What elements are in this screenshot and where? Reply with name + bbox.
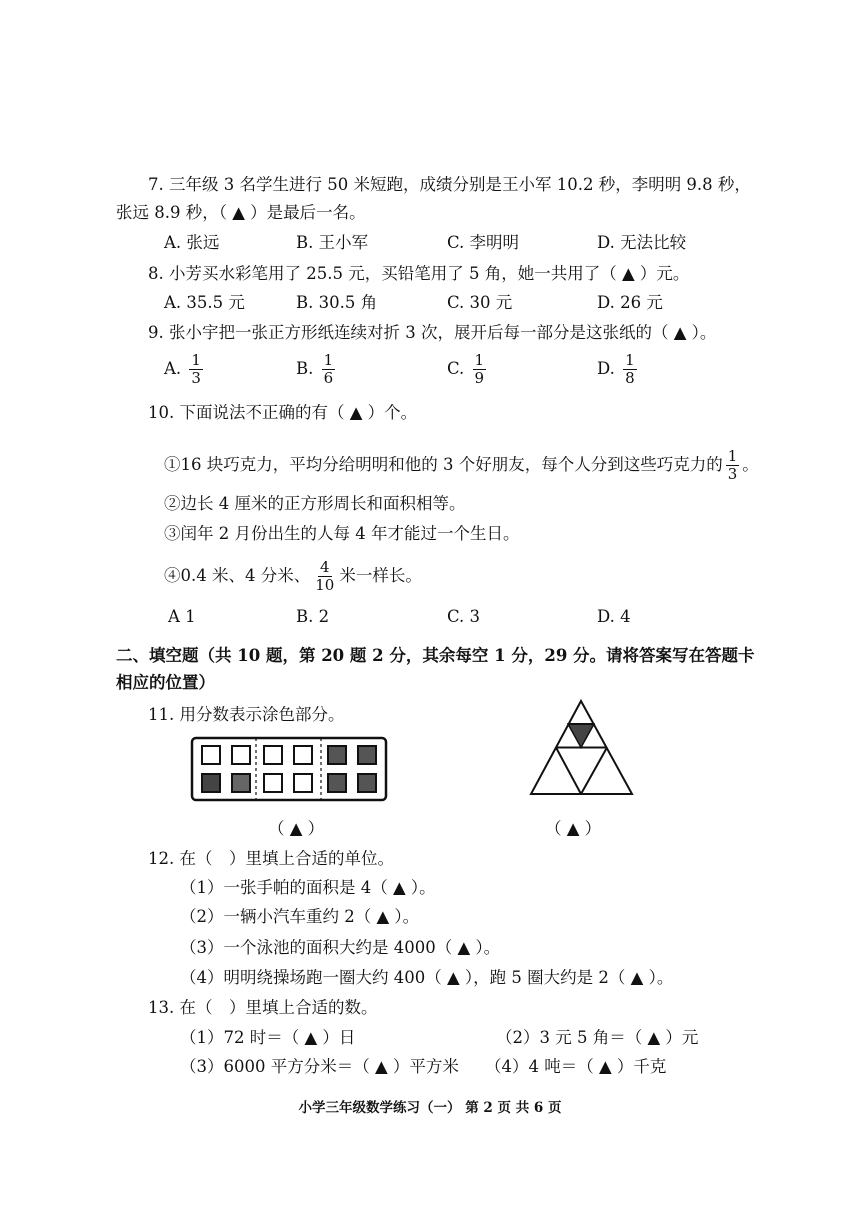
q12-item-4: （4）明明绕操场跑一圈大约 400（ ▲ ），跑 5 圈大约是 2（ ▲ ）。 (180, 968, 674, 987)
q11-answer-left[interactable]: （ ▲ ） (268, 819, 325, 838)
q10-statement-1-fraction: $\frac{1}{3}$ (727, 447, 738, 483)
q8-option-b[interactable]: B. 30.5 角 (296, 293, 378, 312)
q9-option-b-fraction: $\frac{1}{6}$ (323, 351, 334, 387)
q11-text: 11. 用分数表示涂色部分。 (148, 705, 345, 724)
q10-option-d[interactable]: D. 4 (597, 607, 631, 626)
q9-text: 9. 张小宇把一张正方形纸连续对折 3 次，展开后每一部分是这张纸的（ ▲ ）。 (148, 323, 717, 342)
q13-item-3: （3）6000 平方分米＝（ ▲ ）平方米 (180, 1057, 459, 1076)
q11-grid-figure (190, 736, 390, 806)
q9-option-a-fraction: $\frac{1}{3}$ (191, 351, 201, 387)
q12-item-1: （1）一张手帕的面积是 4（ ▲ ）。 (180, 878, 436, 897)
page-footer: 小学三年级数学练习（一） 第 2 页 共 6 页 (298, 1100, 562, 1116)
q9-option-a-label: A. (164, 359, 182, 378)
q9-option-d[interactable] (597, 352, 640, 387)
section-2-heading-line2: 相应的位置） (116, 673, 215, 692)
q9-option-d-label: D. (597, 359, 615, 378)
q10-text: 10. 下面说法不正确的有（ ▲ ）个。 (148, 403, 418, 422)
q13-item-1: （1）72 时＝（ ▲ ）日 (180, 1028, 356, 1047)
q12-item-2: （2）一辆小汽车重约 2（ ▲ ）。 (180, 907, 420, 926)
q9-option-c-label: C. (447, 359, 465, 378)
q7-text-line1: 7. 三年级 3 名学生进行 50 米短跑，成绩分别是王小军 10.2 秒，李明明 9.8 秒， (148, 175, 751, 194)
q10-option-b[interactable]: B. 2 (296, 607, 330, 626)
q9-option-b-label: B. (296, 359, 314, 378)
q8-text: 8. 小芳买水彩笔用了 25.5 元，买铅笔用了 5 角，她一共用了（ ▲ ）元。 (148, 264, 690, 283)
q10-statement-2: ②边长 4 厘米的正方形周长和面积相等。 (164, 494, 466, 513)
q10-statement-1: ①16 块巧克力，平均分给明明和他的 3 个好朋友，每个人分到这些巧克力的 $\frac{1}{3}$ 。 (164, 447, 759, 483)
q8-option-c[interactable]: C. 30 元 (447, 293, 513, 312)
q9-option-c[interactable] (447, 352, 489, 387)
section-2-heading-line1: 二、填空题（共 10 题，第 20 题 2 分，其余每空 1 分，29 分。请将答案写在答题卡 (116, 646, 755, 665)
q9-option-a[interactable] (164, 352, 206, 387)
q10-option-a[interactable]: A 1 (168, 607, 196, 626)
q7-option-b[interactable]: B. 王小军 (296, 233, 369, 252)
q12-item-3: （3）一个泳池的面积大约是 4000（ ▲ ）。 (180, 938, 501, 957)
q9-option-d-fraction: $\frac{1}{8}$ (625, 351, 635, 387)
q13-item-2: （2）3 元 5 角＝（ ▲ ）元 (496, 1028, 699, 1047)
q7-option-a[interactable]: A. 张远 (164, 233, 220, 252)
q7-option-d[interactable]: D. 无法比较 (597, 233, 687, 252)
q9-option-c-fraction: $\frac{1}{9}$ (474, 351, 485, 387)
q13-text: 13. 在（ ）里填上合适的数。 (148, 998, 378, 1017)
q13-item-4: （4）4 吨＝（ ▲ ）千克 (485, 1057, 667, 1076)
q11-triangle-figure (528, 698, 638, 800)
q8-option-d[interactable]: D. 26 元 (597, 293, 663, 312)
q12-text: 12. 在（ ）里填上合适的单位。 (148, 849, 394, 868)
q7-option-c[interactable]: C. 李明明 (447, 233, 520, 252)
q11-answer-right[interactable]: （ ▲ ） (545, 819, 602, 838)
q10-statement-4-fraction: $\frac{4}{10}$ (315, 558, 335, 594)
q7-text-line2: 张远 8.9 秒，（ ▲ ）是最后一名。 (116, 203, 366, 222)
q9-option-b[interactable] (296, 352, 338, 387)
q10-statement-4: ④0.4 米、4 分米、 $\frac{4}{10}$ 米一样长。 (164, 558, 422, 594)
q10-statement-3: ③闰年 2 月份出生的人每 4 年才能过一个生日。 (164, 524, 520, 543)
q10-option-c[interactable]: C. 3 (447, 607, 481, 626)
q8-option-a[interactable]: A. 35.5 元 (164, 293, 245, 312)
